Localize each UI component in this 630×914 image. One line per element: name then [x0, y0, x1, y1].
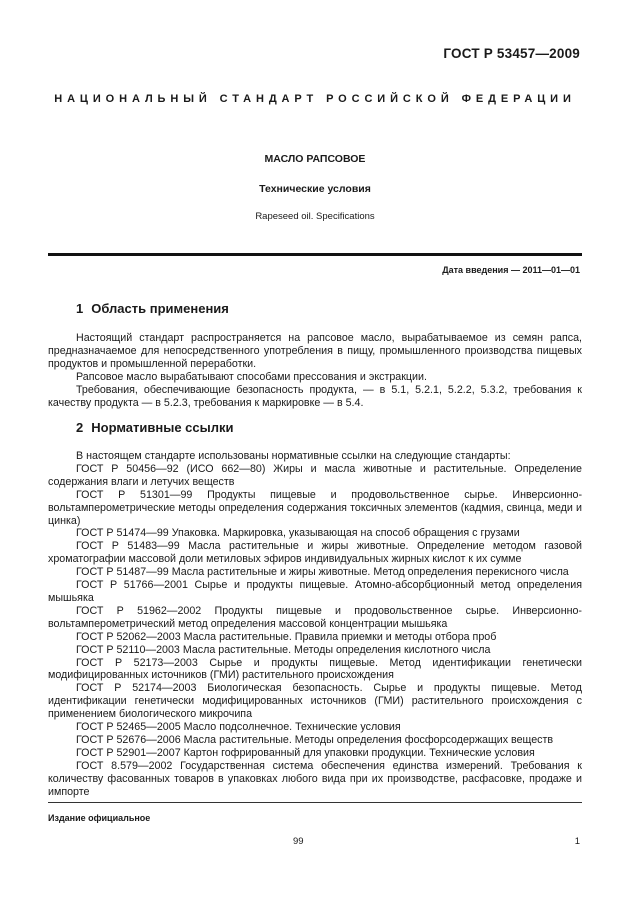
section-1-number: 1 — [76, 301, 84, 316]
page-number-center: 99 — [293, 836, 304, 847]
section-2-title: Нормативные ссылки — [91, 420, 234, 435]
section-1-heading — [76, 301, 229, 316]
reference-item: ГОСТ Р 51766—2001 Сырье и продукты пищевые. Атомно-абсорбционный метод определения мышьяка — [48, 579, 582, 604]
section-2-body — [48, 450, 582, 798]
document-code: ГОСТ Р 53457—2009 — [443, 46, 580, 61]
section-1-body — [48, 332, 582, 409]
edition-note: Издание официальное — [48, 813, 151, 823]
reference-item: ГОСТ Р 51962—2002 Продукты пищевые и продовольственное сырье. Инверсионно-вольтамперометрический метод определения массовой концентрации мышьяка — [48, 604, 582, 630]
introduction-date: Дата введения — 2011—01—01 — [442, 265, 580, 275]
paragraph: Требования, обеспечивающие безопасность продукта, — в 5.1, 5.2.1, 5.2.2, 5.3.2, требования к качеству продукта — в 5.2.3, требования к маркировке — в 5.4. — [48, 383, 582, 409]
reference-item: ГОСТ Р 52465—2005 Масло подсолнечное. Технические условия — [76, 721, 401, 734]
reference-item: ГОСТ Р 51301—99 Продукты пищевые и продовольственное сырье. Инверсионно-вольтамперометрические методы определения содержания токсичных элементов (кадмия, свинца, меди и цинка) — [48, 488, 582, 527]
paragraph: Рапсовое масло вырабатывают способами прессования и экстракции. — [76, 370, 427, 383]
reference-item: ГОСТ Р 51487—99 Масла растительные и жиры животные. Метод определения перекисного числа — [76, 566, 569, 579]
reference-item: ГОСТ Р 52676—2006 Масла растительные. Методы определения фосфорсодержащих веществ — [76, 733, 554, 746]
reference-item: ГОСТ Р 52173—2003 Сырье и продукты пищевые. Метод идентификации генетически модифицированных источников (ГМИ) растительного происхождения — [48, 656, 582, 682]
national-standard-banner: НАЦИОНАЛЬНЫЙ СТАНДАРТ РОССИЙСКОЙ ФЕДЕРАЦИИ — [54, 93, 576, 105]
reference-item: ГОСТ Р 51474—99 Упаковка. Маркировка, указывающая на способ обращения с грузами — [76, 527, 520, 540]
footer-divider — [48, 802, 582, 803]
reference-item: ГОСТ Р 52901—2007 Картон гофрированный для упаковки продукции. Технические условия — [76, 746, 535, 759]
document-english-title: Rapeseed oil. Specifications — [255, 211, 375, 222]
section-2-number: 2 — [76, 420, 84, 435]
reference-item: ГОСТ Р 50456—92 (ИСО 662—80) Жиры и масла животные и растительные. Определение содержания влаги и летучих веществ — [48, 462, 582, 488]
paragraph: В настоящем стандарте использованы нормативные ссылки на следующие стандарты: — [76, 450, 511, 462]
document-subtitle: Технические условия — [259, 183, 371, 195]
reference-item: ГОСТ Р 52110—2003 Масла растительные. Методы определения кислотного числа — [76, 643, 491, 656]
document-title: МАСЛО РАПСОВОЕ — [264, 153, 366, 165]
section-1-title: Область применения — [91, 301, 229, 316]
reference-item: ГОСТ 8.579—2002 Государственная система обеспечения единства измерений. Требования к количеству фасованных товаров в упаковках любого вида при их производстве, расфасовке, продаже и импорте — [48, 759, 582, 798]
reference-item: ГОСТ Р 52174—2003 Биологическая безопасность. Сырье и продукты пищевые. Метод идентификации генетически модифицированных источников (ГМИ) растительного происхождения с применением биологического микрочипа — [48, 682, 582, 721]
reference-item: ГОСТ Р 52062—2003 Масла растительные. Правила приемки и методы отбора проб — [76, 630, 497, 643]
section-2-heading — [76, 420, 233, 435]
paragraph: Настоящий стандарт распространяется на рапсовое масло, вырабатываемое из семян рапса, предназначаемое для непосредственного употребления в пищу, промышленного производства пищевых продуктов и промышленной переработки. — [48, 332, 582, 370]
title-divider — [48, 253, 582, 256]
page-number-right: 1 — [574, 836, 580, 847]
reference-item: ГОСТ Р 51483—99 Масла растительные и жиры животные. Определение методом газовой хроматографии массовой доли метиловых эфиров индивидуальных жирных кислот к их сумме — [48, 540, 582, 566]
